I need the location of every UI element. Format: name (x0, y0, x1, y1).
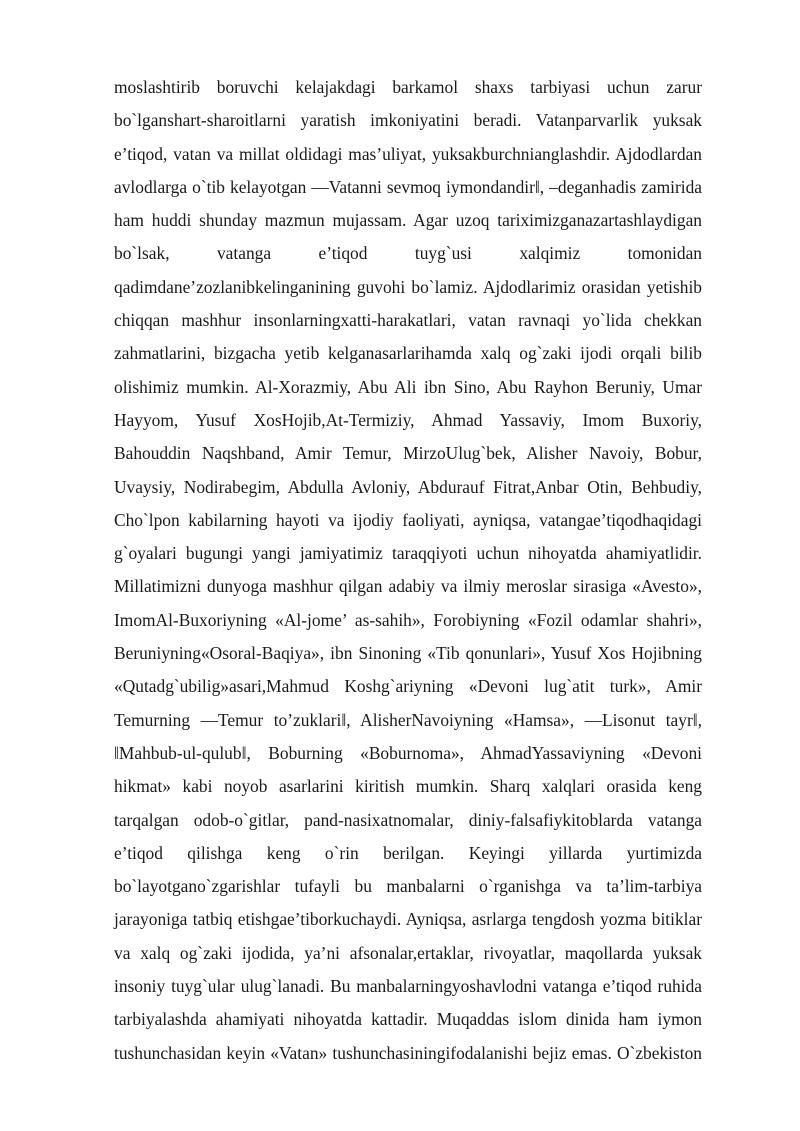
text-line: avlodlarga o`tib kelayotgan ―Vatanni sevmoq iymondandir‖, –deganhadis zamirida (114, 176, 702, 197)
text-line: «Qutadg`ubilig»asari,Mahmud Koshg`ariyning «Devoni lug`atit turk», Amir (114, 676, 702, 697)
text-line: insoniy tuyg`ular ulug`lanadi. Bu manbalarningyoshavlodni vatanga e’tiqod ruhida (114, 976, 702, 997)
text-line: ham huddi shunday mazmun mujassam. Agar uzoq tariximizganazartashlaydigan (114, 210, 702, 231)
text-line: zahmatlarini, bizgacha yetib kelganasarlarihamda xalq og`zaki ijodi orqali bilib (114, 343, 702, 364)
text-line: tushunchasidan keyin «Vatan» tushunchasiningifodalanishi bejiz emas. O`zbekiston (114, 1042, 702, 1063)
text-line: bo`layotgano`zgarishlar tufayli bu manbalarni o`rganishga va ta’lim-tarbiya (114, 876, 702, 897)
text-line: qadimdane’zozlanibkelinganining guvohi bo`lamiz. Ajdodlarimiz orasidan yetishib (114, 276, 702, 297)
document-page (114, 71, 702, 1070)
text-line: bo`lganshart-sharoitlarni yaratish imkoniyatini beradi. Vatanparvarlik yuksak (114, 110, 702, 131)
text-line: chiqqan mashhur insonlarningxatti-harakatlari, vatan ravnaqi yo`lida chekkan (114, 310, 702, 331)
text-line: e’tiqod qilishga keng o`rin berilgan. Keyingi yillarda yurtimizda (114, 842, 702, 863)
text-line: g`oyalari bugungi yangi jamiyatimiz taraqqiyoti uchun nihoyatda ahamiyatlidir. (114, 543, 702, 564)
text-line: Hayyom, Yusuf XosHojib,At-Termiziy, Ahmad Yassaviy, Imom Buxoriy, (114, 409, 702, 430)
text-line: Bahouddin Naqshband, Amir Temur, MirzoUlug`bek, Alisher Navoiy, Bobur, (114, 443, 702, 464)
text-line: moslashtirib boruvchi kelajakdagi barkamol shaxs tarbiyasi uchun zarur (114, 77, 702, 97)
text-line: ImomAl-Buxoriyning «Al-jome’ as-sahih», Forobiyning «Fozil odamlar shahri», (114, 609, 702, 630)
text-line: Temurning ―Temur to’zuklari‖, AlisherNavoiyning «Hamsa», ―Lisonut tayr‖, (114, 709, 702, 730)
text-line: tarqalgan odob-o`gitlar, pand-nasixatnomalar, diniy-falsafiykitoblarda vatanga (114, 809, 702, 830)
text-line: Millatimizni dunyoga mashhur qilgan adabiy va ilmiy meroslar sirasiga «Avesto», (114, 576, 702, 597)
text-line: hikmat» kabi noyob asarlarini kiritish mumkin. Sharq xalqlari orasida keng (114, 776, 702, 797)
text-line: bo`lsak, vatanga e’tiqod tuyg`usi xalqimiz tomonidan (114, 243, 702, 264)
text-line: e’tiqod, vatan va millat oldidagi mas’uliyat, yuksakburchnianglashdir. Ajdodlardan (114, 143, 702, 164)
text-line: Cho`lpon kabilarning hayoti va ijodiy faoliyati, ayniqsa, vatangae’tiqodhaqidagi (114, 509, 702, 530)
text-line: olishimiz mumkin. Al-Xorazmiy, Abu Ali ibn Sino, Abu Rayhon Beruniy, Umar (114, 376, 702, 397)
text-line: Uvaysiy, Nodirabegim, Abdulla Avloniy, Abdurauf Fitrat,Anbar Otin, Behbudiy, (114, 476, 702, 497)
text-line: jarayoniga tatbiq etishgae’tiborkuchaydi. Ayniqsa, asrlarga tengdosh yozma bitiklar (114, 909, 702, 930)
text-line: va xalq og`zaki ijodida, ya’ni afsonalar,ertaklar, rivoyatlar, maqollarda yuksak (114, 942, 702, 963)
text-line: tarbiyalashda ahamiyati nihoyatda kattadir. Muqaddas islom dinida ham iymon (114, 1009, 702, 1030)
text-line: ‖Mahbub-ul-qulub‖, Boburning «Boburnoma», AhmadYassaviyning «Devoni (114, 742, 702, 763)
text-line: Beruniyning«Osoral-Baqiya», ibn Sinoning «Tib qonunlari», Yusuf Xos Hojibning (114, 643, 702, 664)
